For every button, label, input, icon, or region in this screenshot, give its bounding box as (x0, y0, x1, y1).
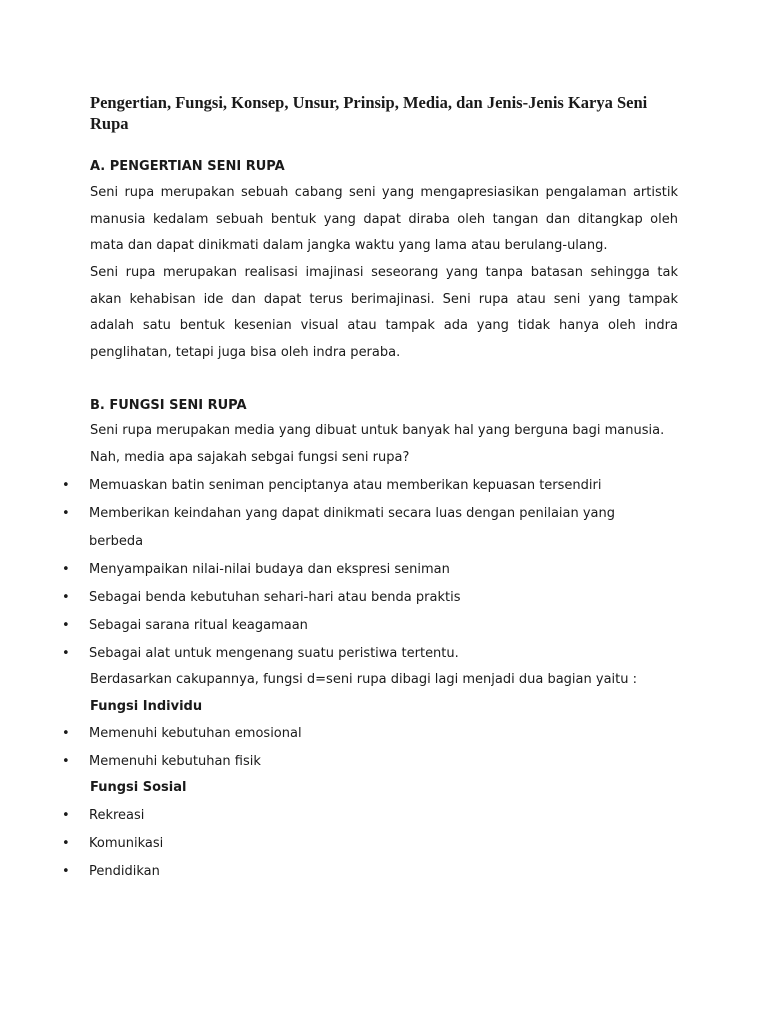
list-item (0, 858, 649, 886)
bullet-icon: • (62, 754, 70, 769)
bullet-icon: • (62, 864, 70, 879)
functions-list (0, 472, 649, 668)
list-item-text: Sebagai alat untuk mengenang suatu peristiwa tertentu. (89, 646, 459, 661)
list-item (0, 584, 649, 612)
list-item (0, 472, 649, 500)
list-item (0, 556, 649, 584)
section-b-intro-line-1: Seni rupa merupakan media yang dibuat untuk banyak hal yang berguna bagi manusia. (90, 423, 665, 438)
list-item-text: Menyampaikan nilai-nilai budaya dan ekspresi seniman (89, 562, 450, 577)
section-b-intro-line-2: Nah, media apa sajakah sebgai fungsi seni rupa? (90, 450, 410, 465)
bullet-icon: • (62, 808, 70, 823)
section-b-heading: B. FUNGSI SENI RUPA (90, 398, 247, 413)
bullet-icon: • (62, 562, 70, 577)
bullet-icon: • (62, 506, 70, 521)
list-item-text: Pendidikan (89, 864, 160, 879)
list-item-text: Komunikasi (89, 836, 164, 851)
list-item (0, 612, 649, 640)
list-item (0, 748, 649, 776)
list-item-text: Memenuhi kebutuhan fisik (89, 754, 261, 769)
bullet-icon: • (62, 478, 70, 493)
social-function-heading: Fungsi Sosial (90, 780, 187, 795)
bullet-icon: • (62, 836, 70, 851)
individual-function-heading: Fungsi Individu (90, 699, 203, 714)
list-item-text: Rekreasi (89, 808, 145, 823)
bullet-icon: • (62, 726, 70, 741)
list-item-text: Sebagai sarana ritual keagamaan (89, 618, 308, 633)
list-item-text: Memberikan keindahan yang dapat dinikmati secara luas dengan penilaian yang berbeda (89, 506, 616, 549)
section-a-paragraph-2: Seni rupa merupakan realisasi imajinasi seseorang yang tanpa batasan sehingga tak akan kehabisan ide dan dapat terus berimajinasi. Seni rupa atau seni yang tampak adalah satu bentuk kesenian visual atau tampak ada yang tidak hanya oleh indra penglihatan, tetapi juga bisa oleh indra peraba. (90, 265, 678, 360)
list-item-text: Memuaskan batin seniman penciptanya atau memberikan kepuasan tersendiri (89, 478, 602, 493)
list-item (0, 802, 649, 830)
list-item (0, 830, 649, 858)
bullet-icon: • (62, 618, 70, 633)
list-item (0, 720, 649, 748)
list-item-text: Sebagai benda kebutuhan sehari-hari atau benda praktis (89, 590, 461, 605)
scope-text: Berdasarkan cakupannya, fungsi d=seni rupa dibagi lagi menjadi dua bagian yaitu : (90, 672, 637, 687)
social-function-list (0, 802, 649, 886)
list-item (0, 640, 649, 668)
list-item (0, 500, 649, 556)
section-a-paragraph-1: Seni rupa merupakan sebuah cabang seni yang mengapresiasikan pengalaman artistik manusia kedalam sebuah bentuk yang dapat diraba oleh tangan dan ditangkap oleh mata dan dapat dinikmati dalam jangka waktu yang lama atau berulang-ulang. (90, 185, 678, 254)
individual-function-list (0, 720, 649, 776)
bullet-icon: • (62, 590, 70, 605)
bullet-icon: • (62, 646, 70, 661)
list-item-text: Memenuhi kebutuhan emosional (89, 726, 302, 741)
section-a-heading: A. PENGERTIAN SENI RUPA (90, 159, 285, 174)
document-title: Pengertian, Fungsi, Konsep, Unsur, Prinsip, Media, dan Jenis-Jenis Karya Seni Rupa (90, 93, 648, 133)
